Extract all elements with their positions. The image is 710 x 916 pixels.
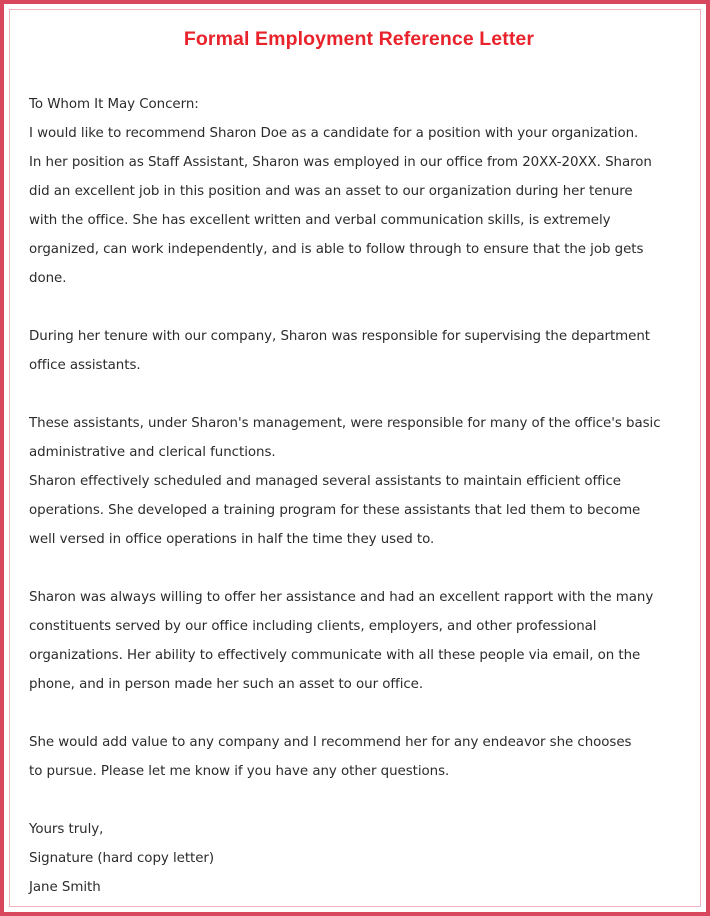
paragraph-line: did an excellent job in this position and was an asset to our organization during her tenure: [29, 184, 633, 199]
paragraph-line: to pursue. Please let me know if you have any other questions.: [29, 764, 450, 779]
signature-note: Signature (hard copy letter): [29, 851, 215, 866]
paragraph-line: She would add value to any company and I recommend her for any endeavor she chooses: [29, 735, 632, 750]
paragraph-2: [29, 322, 704, 380]
paragraph-spacer: [29, 699, 704, 728]
paragraph-3: [29, 409, 704, 554]
paragraph-line: organized, can work independently, and is able to follow through to ensure that the job gets: [29, 242, 644, 257]
paragraph-spacer: [29, 380, 704, 409]
signer-name: Jane Smith: [29, 880, 101, 895]
letter-title: Formal Employment Reference Letter: [183, 28, 535, 50]
paragraph-spacer: [29, 786, 704, 815]
paragraph-spacer: [29, 554, 704, 583]
paragraph-line: operations. She developed a training program for these assistants that led them to become: [29, 503, 641, 518]
paragraph-line: constituents served by our office including clients, employers, and other professional: [29, 619, 597, 634]
paragraph-line: done.: [29, 271, 67, 286]
paragraph-line: phone, and in person made her such an asset to our office.: [29, 677, 424, 692]
paragraph-line: well versed in office operations in half the time they used to.: [29, 532, 435, 547]
paragraph-spacer: [29, 293, 704, 322]
paragraph-line: In her position as Staff Assistant, Sharon was employed in our office from 20XX-20XX. Sharon: [29, 155, 652, 170]
letter-body: [29, 90, 704, 902]
paragraph-line: During her tenure with our company, Sharon was responsible for supervising the department: [29, 329, 650, 344]
paragraph-line: with the office. She has excellent written and verbal communication skills, is extremely: [29, 213, 611, 228]
paragraph-line: Sharon effectively scheduled and managed several assistants to maintain efficient office: [29, 474, 621, 489]
paragraph-line: organizations. Her ability to effectively communicate with all these people via email, on the: [29, 648, 641, 663]
paragraph-line: I would like to recommend Sharon Doe as a candidate for a position with your organization.: [29, 126, 639, 141]
paragraph-1: [29, 119, 704, 293]
paragraph-line: Sharon was always willing to offer her assistance and had an excellent rapport with the many: [29, 590, 654, 605]
paragraph-line: These assistants, under Sharon's management, were responsible for many of the office's basic: [29, 416, 661, 431]
salutation: To Whom It May Concern:: [29, 97, 199, 112]
paragraph-4: [29, 583, 704, 699]
closing: Yours truly,: [29, 822, 104, 837]
paragraph-line: administrative and clerical functions.: [29, 445, 276, 460]
paragraph-5: [29, 728, 704, 786]
paragraph-line: office assistants.: [29, 358, 141, 373]
